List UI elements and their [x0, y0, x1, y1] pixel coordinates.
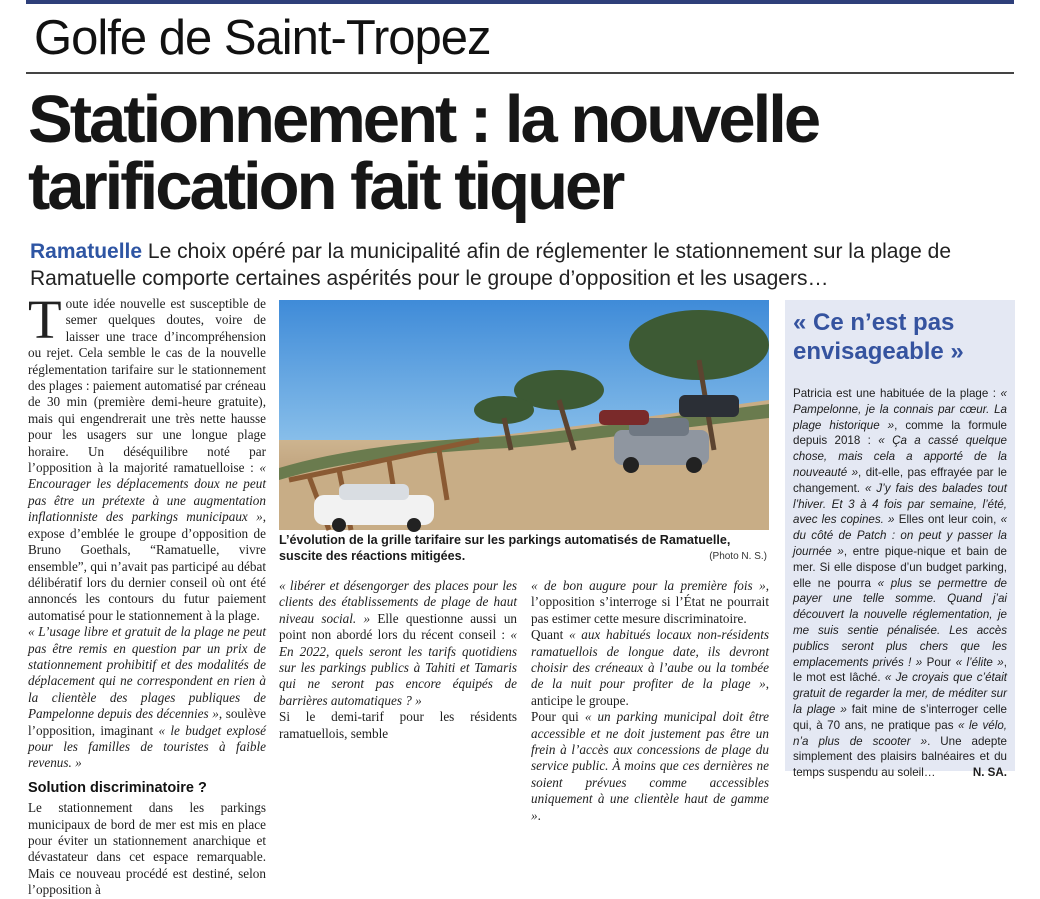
beach-parking-photo — [279, 300, 769, 530]
subheading: Solution discriminatoire ? — [28, 779, 207, 796]
headline-line-1: Stationnement : la nouvelle — [28, 82, 819, 157]
quote: « plus se permettre de payer une telle somme. Quand j’ai découvert la nouvelle réglementation, je me suis sentie pénalisée. Les accès publics seront plus chers que les emplacements privés ! » — [793, 576, 1007, 669]
lead-text: Le choix opéré par la municipalité afin de réglementer le stationnement sur la plage de Ramatuelle comporte certaines aspérités pour le groupe d’opposition et les usagers… — [30, 240, 952, 290]
testimony-sidebar — [785, 300, 1015, 780]
drop-cap: T — [28, 289, 62, 350]
quote: « aux habitués locaux non-résidents ramatuellois de longue date, ils devront choisir des créneaux à l’aube ou la tombée de la nuit pour profiter de la plage » — [531, 627, 770, 692]
top-rule — [26, 0, 1014, 4]
quote: « l’élite » — [955, 655, 1004, 669]
quote: « Pampelonne, je la connais par cœur. La plage historique » — [793, 387, 1007, 432]
photo-credit: (Photo N. S.) — [709, 550, 767, 562]
author-signature: N. SA. — [972, 766, 1007, 780]
quote: « le budget explosé pour les familles de touristes à faible revenus. » — [28, 722, 267, 771]
sidebar-title: « Ce n’est pas envisageable » — [793, 309, 964, 365]
headline — [28, 82, 1018, 224]
quote: « Encourager les déplacements doux ne peut pas être un prétexte à une augmentation inflationniste des parkings municipaux » — [28, 460, 266, 525]
lead-paragraph — [30, 238, 1020, 292]
header-rule — [26, 72, 1014, 74]
article-paragraph: « de bon augure pour la première fois », l’opposition s’interroge si l’État ne pourrait pas estimer cette mesure discriminatoire. — [531, 578, 769, 626]
quote: « un parking municipal doit être accessible et ne doit justement pas être un frein à l’accès aux concessions de plage du service public. À moins que ces dernières ne soient prévues comme accessibles uniquement à une clientèle haut de gamme » — [531, 709, 770, 823]
location-kicker: Ramatuelle — [30, 240, 143, 263]
sidebar-text: Patricia est une habituée de la plage : « Pampelonne, je la connais par cœur. La plage historique », comme la formule depuis 2018 : « Ça a cassé quelque chose, mais cela a apporté de la nouveauté », dit-elle, pas effrayée par le changement. « J’y fais des balades tout l’hiver. Et 3 à 4 fois par semaine, l’été, avec les copines. » Elles ont leur coin, « du côté de Patch : on peut y passer la journée », entre pique-nique et bain de mer. Si elle dispose d’un budget parking, elle ne pourra « plus se permettre de payer une telle somme. Quand j’ai découvert la nouvelle réglementation, je me suis sentie pénalisée. Les accès publics seront plus chers que les emplacements privés ! » Pour « l’élite », le mot est lâché. « Je croyais que c’était gratuit de regarder la mer, de méditer sur la plage » fait mine de s’interroger celle qui, à 70 ans, ne pratique pas « le vélo, n’a plus de scooter ». Une adepte simplement des plaisirs balnéaires et du temps suspendu au soleil… N. SA. — [793, 387, 1008, 780]
article-column-1 — [28, 289, 267, 899]
article-paragraph: Toute idée nouvelle est susceptible de semer quelques doutes, voire de laisser une trace d’incompréhension ou rejet. Cela semble le cas de la nouvelle réglementation tarifaire sur le stationnement des plages : paiement automatisé par créneau de 30 min (première demi-heure gratuite), mais qui engendrerait une très nette hausse pour les usagers sur une longue plage horaire. Un déséquilibre noté par l’opposition à la majorité ramatuelloise : « Encourager les déplacements doux ne peut pas être un prétexte à une augmentation inflationniste des parkings municipaux », expose d’emblée le groupe d’opposition de Bruno Goethals, “Ramatuelle, vivre ensemble”, qui n’avait pas participé au débat délibératif lors du dernier conseil où ont été annoncés les contours du futur paiement automatisé pour le stationnement à la plage. — [28, 289, 267, 623]
quote: « le vélo, n’a plus de scooter » — [793, 718, 1007, 748]
quote: « J’y fais des balades tout l’hiver. Et 3 à 4 fois par semaine, l’été, avec les copines. » — [793, 481, 1007, 527]
section-heading: Golfe de Saint-Tropez — [34, 11, 491, 65]
quote: « du côté de Patch : on peut y passer la journée » — [793, 513, 1008, 558]
article-paragraph: Quant « aux habitués locaux non-résidents ramatuellois de longue date, ils devront choisir des créneaux à l’aube ou la tombée de la nuit pour profiter de la plage », anticipe le groupe. — [531, 627, 770, 708]
quote: « En 2022, quels seront les tarifs quotidiens sur les parkings publics à Tahiti et Tamaris qui ne seront pas encore équipés de barrières automatiques ? » — [279, 627, 518, 708]
quote: « de bon augure pour la première fois » — [531, 578, 766, 593]
article-paragraph: Pour qui « un parking municipal doit être accessible et ne doit justement pas être un frein à l’accès aux concessions de plage du service public. À moins que ces dernières ne soient prévues comme accessibles uniquement à une clientèle haut de gamme ». — [531, 709, 770, 823]
article-column-2 — [279, 578, 517, 742]
article-paragraph: Si le demi-tarif pour les résidents ramatuellois, semble — [279, 709, 517, 741]
photo-illustration — [279, 300, 769, 530]
quote: « Je croyais que c’était gratuit de regarder la mer, de méditer sur la plage » — [793, 671, 1007, 716]
article-paragraph: « L’usage libre et gratuit de la plage ne peut pas être remis en question par un prix de stationnement prohibitif et des modalités de déplacement qui ne correspondent en rien à la clientèle des plages publiques de Pampelonne depuis des décennies », soulève l’opposition, imaginant « le budget explosé pour les familles de touristes à faible revenus. » — [28, 624, 267, 771]
quote: « L’usage libre et gratuit de la plage ne peut pas être remis en question par un prix de stationnement prohibitif et des modalités de déplacement qui ne correspondent en rien à la clientèle des plages publiques de Pampelonne depuis des décennies » — [28, 624, 266, 722]
article-column-3 — [531, 578, 769, 824]
quote: « Ça a cassé quelque chose, mais cela a apporté de la nouveauté » — [793, 434, 1007, 479]
article-paragraph: « libérer et désengorger des places pour les clients des établissements de plage de haut niveau social. » Elle questionne aussi un point non abordé lors du récent conseil : « En 2022, quels seront les tarifs quotidiens sur les parkings publics à Tahiti et Tamaris qui ne seront pas encore équipés de barrières automatiques ? » — [279, 578, 518, 708]
article-paragraph: Le stationnement dans les parkings municipaux de bord de mer est mis en place pour éviter un stationnement anarchique et dévastateur dans cet espace remarquable. Mais ce nouveau procédé est destiné, selon l’opposition à — [28, 800, 266, 898]
photo-caption: L’évolution de la grille tarifaire sur les parkings automatisés de Ramatuelle, suscite des réactions mitigées. (Photo N. S.) — [279, 533, 767, 563]
headline-line-2: tarification fait tiquer — [28, 149, 623, 224]
